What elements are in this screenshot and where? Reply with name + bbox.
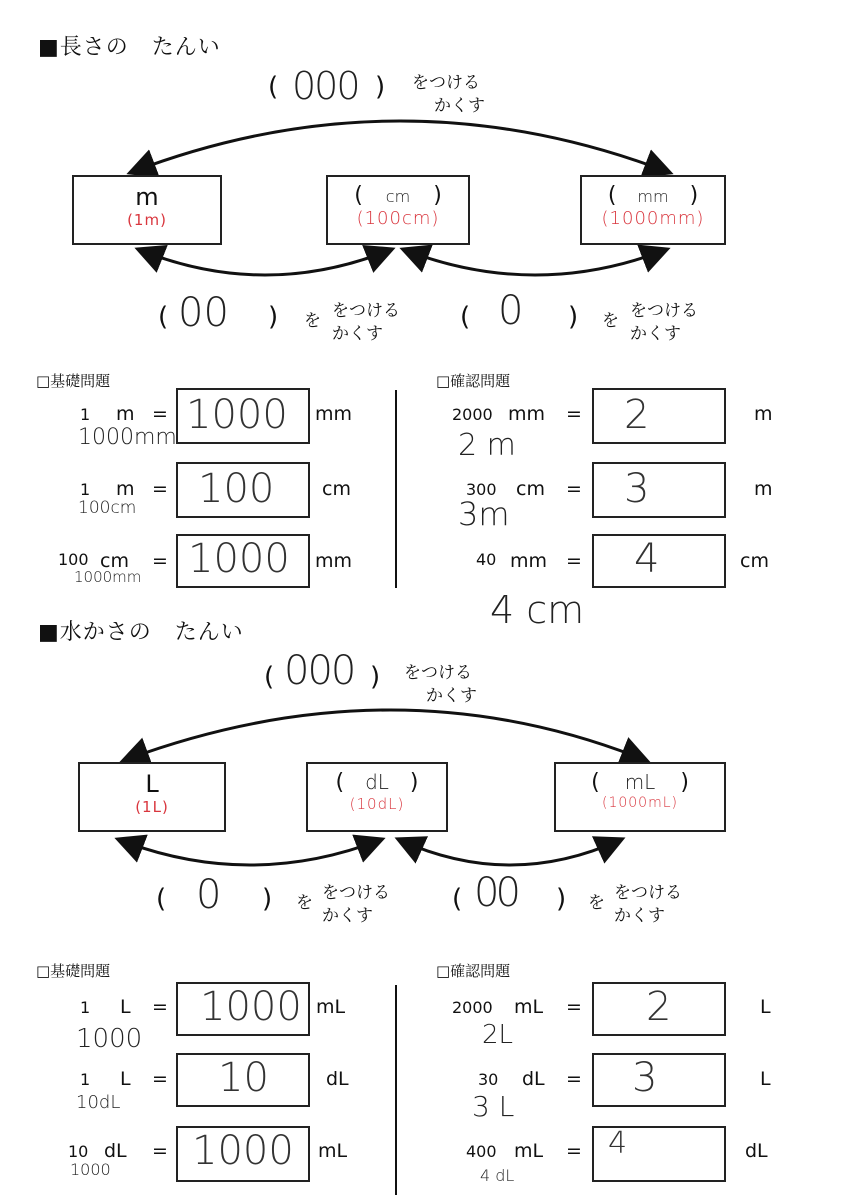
handwritten-answer: 3: [624, 466, 650, 512]
problem-unit: dL: [104, 1140, 127, 1162]
scratch-work: 100cm: [78, 498, 137, 518]
problem-number: 1: [80, 998, 91, 1017]
problem-number: 300: [466, 480, 497, 499]
section-heading-length: ■長さの たんい: [38, 35, 221, 60]
scratch-work: 3 L: [472, 1090, 515, 1123]
label-add: をつける: [404, 663, 472, 683]
handwritten-unit: cm: [385, 187, 411, 206]
handwritten-unit-sub: (100cm): [356, 208, 440, 229]
handwritten-answer: 10: [218, 1055, 269, 1101]
handwritten-answer: 4: [634, 536, 660, 582]
problem-unit: cm: [516, 478, 545, 500]
equals-sign: =: [566, 1140, 582, 1162]
equals-sign: =: [566, 403, 582, 425]
result-unit: L: [760, 1068, 771, 1090]
problem-unit: mm: [508, 403, 546, 425]
label-add: をつける: [412, 73, 480, 93]
result-unit: mL: [318, 1140, 348, 1162]
paren-open: (: [335, 770, 345, 795]
paren-open: (: [607, 183, 617, 208]
result-unit: m: [754, 403, 773, 425]
problem-unit: mm: [510, 550, 548, 572]
paren-open: (: [354, 183, 363, 208]
unit-label: L: [145, 770, 159, 798]
scratch-work: 1000mm: [74, 568, 142, 586]
equals-sign: =: [152, 550, 168, 572]
label-add: をつける: [322, 883, 390, 903]
paren-close: ): [680, 770, 689, 795]
problem-unit: m: [116, 478, 135, 500]
result-unit: mm: [315, 403, 353, 425]
handwritten-answer: 100: [198, 466, 275, 512]
problem-number: 1: [80, 480, 91, 499]
answer-box[interactable]: [592, 462, 726, 518]
problem-unit: dL: [522, 1068, 545, 1090]
result-unit: cm: [322, 478, 351, 500]
scratch-work: 1000mm: [78, 425, 177, 450]
answer-box[interactable]: [176, 1053, 310, 1107]
arrow-m-to-cm: [140, 250, 390, 275]
scratch-work: 4 dL: [480, 1166, 515, 1185]
equals-sign: =: [152, 1140, 168, 1162]
paren-open: (: [156, 884, 167, 914]
paren-open: (: [264, 662, 275, 692]
label-hide: かくす: [434, 96, 485, 116]
paren-close: ): [375, 72, 386, 102]
handwritten-answer: 1000: [192, 1128, 294, 1174]
label-o: を: [602, 311, 619, 331]
unit-box-mL: [554, 762, 726, 832]
scratch-work: 2 m: [458, 428, 516, 463]
scratch-work: 4 cm: [490, 588, 585, 632]
equals-sign: =: [152, 478, 168, 500]
problem-number: 30: [478, 1070, 499, 1089]
label-o: を: [588, 893, 605, 913]
unit-box-dL: [306, 762, 448, 832]
result-unit: m: [754, 478, 773, 500]
paren-open: (: [268, 72, 279, 102]
handwritten-answer: 0: [498, 288, 524, 334]
problem-unit: L: [120, 996, 131, 1018]
paren-close: ): [262, 884, 273, 914]
answer-box[interactable]: [176, 388, 310, 444]
label-add: をつける: [614, 883, 682, 903]
handwritten-unit: mm: [637, 187, 669, 206]
section-heading-volume: ■水かさの たんい: [38, 620, 244, 645]
handwritten-answer: 1000: [186, 392, 288, 438]
label-o: を: [304, 311, 321, 331]
problem-number: 100: [58, 550, 89, 569]
handwritten-answer: 2: [646, 984, 672, 1030]
paren-open: (: [460, 302, 471, 332]
paren-open: (: [158, 302, 169, 332]
unit-label: m: [135, 183, 159, 211]
handwritten-answer: 2: [624, 392, 650, 438]
label-add: をつける: [630, 301, 698, 321]
paren-close: ): [568, 302, 579, 332]
handwritten-unit-sub: (1000mL): [602, 795, 678, 811]
handwritten-answer: 1000: [188, 536, 290, 582]
check-problems-title: □確認問題: [436, 962, 511, 980]
equals-sign: =: [566, 996, 582, 1018]
equals-sign: =: [152, 1068, 168, 1090]
answer-box[interactable]: [176, 462, 310, 518]
problem-unit: mL: [514, 996, 544, 1018]
equals-sign: =: [566, 478, 582, 500]
paren-close: ): [433, 183, 442, 208]
paren-open: (: [452, 884, 463, 914]
unit-sub: (1m): [127, 211, 167, 229]
basic-problems-title: □基礎問題: [36, 962, 111, 980]
handwritten-unit-sub: (1000mm): [601, 208, 705, 229]
paren-close: ): [370, 662, 381, 692]
equals-sign: =: [152, 403, 168, 425]
label-hide: かくす: [332, 324, 383, 344]
handwritten-answer: 1000: [200, 984, 302, 1030]
label-hide: かくす: [630, 324, 681, 344]
paren-close: ): [409, 770, 419, 795]
answer-box[interactable]: [592, 534, 726, 588]
label-hide: かくす: [322, 906, 373, 926]
label-add: をつける: [332, 301, 400, 321]
handwritten-unit: mL: [624, 770, 656, 794]
equals-sign: =: [152, 996, 168, 1018]
scratch-work: 10dL: [76, 1092, 121, 1113]
paren-close: ): [556, 884, 567, 914]
problem-number: 2000: [452, 998, 493, 1017]
paren-open: (: [591, 770, 600, 795]
arrow-dL-to-mL: [400, 840, 620, 865]
unit-sub: (1L): [135, 798, 169, 816]
check-problems-title: □確認問題: [436, 372, 511, 390]
scratch-work: 2L: [482, 1020, 514, 1050]
unit-box-L: [78, 762, 226, 832]
result-unit: dL: [745, 1140, 768, 1162]
label-hide: かくす: [614, 906, 665, 926]
result-unit: L: [760, 996, 771, 1018]
answer-box[interactable]: [592, 388, 726, 444]
handwritten-unit: dL: [365, 770, 389, 794]
unit-box-mm: [580, 175, 726, 245]
problem-number: 10: [68, 1142, 89, 1161]
arrow-cm-to-mm: [405, 250, 665, 275]
result-unit: mL: [316, 996, 346, 1018]
handwritten-answer: 4: [608, 1126, 628, 1161]
equals-sign: =: [566, 550, 582, 572]
handwritten-answer: 00: [474, 870, 517, 916]
problem-number: 40: [476, 550, 497, 569]
answer-box[interactable]: [176, 1126, 310, 1182]
handwritten-answer: 3: [632, 1055, 658, 1101]
handwritten-answer: 00: [178, 290, 229, 336]
problem-number: 400: [466, 1142, 497, 1161]
answer-box[interactable]: [176, 982, 310, 1036]
scratch-work: 1000: [70, 1160, 111, 1179]
problem-number: 1: [80, 1070, 91, 1089]
equals-sign: =: [566, 1068, 582, 1090]
result-unit: cm: [740, 550, 769, 572]
paren-close: ): [268, 302, 279, 332]
problem-unit: L: [120, 1068, 131, 1090]
scratch-work: 1000: [76, 1024, 143, 1054]
handwritten-answer: 000: [292, 64, 359, 108]
basic-problems-title: □基礎問題: [36, 372, 111, 390]
answer-box[interactable]: [592, 1126, 726, 1182]
problem-unit: cm: [100, 550, 129, 572]
handwritten-answer: 000: [284, 648, 355, 694]
label-o: を: [296, 893, 313, 913]
arrow-m-to-mm: [132, 121, 668, 172]
paren-close: ): [689, 183, 699, 208]
problem-number: 1: [80, 405, 91, 424]
problem-number: 2000: [452, 405, 493, 424]
arrow-L-to-mL: [125, 710, 645, 760]
handwritten-answer: 0: [196, 872, 222, 918]
scratch-work: 3m: [458, 495, 510, 533]
arrow-L-to-dL: [120, 840, 380, 865]
problem-unit: m: [116, 403, 135, 425]
result-unit: mm: [315, 550, 353, 572]
label-hide: かくす: [426, 686, 477, 706]
answer-box[interactable]: [176, 534, 310, 588]
result-unit: dL: [326, 1068, 349, 1090]
unit-box-cm: [326, 175, 470, 245]
answer-box[interactable]: [592, 1053, 726, 1107]
problem-unit: mL: [514, 1140, 544, 1162]
handwritten-unit-sub: (10dL): [349, 795, 405, 813]
answer-box[interactable]: [592, 982, 726, 1036]
unit-box-m: [72, 175, 222, 245]
